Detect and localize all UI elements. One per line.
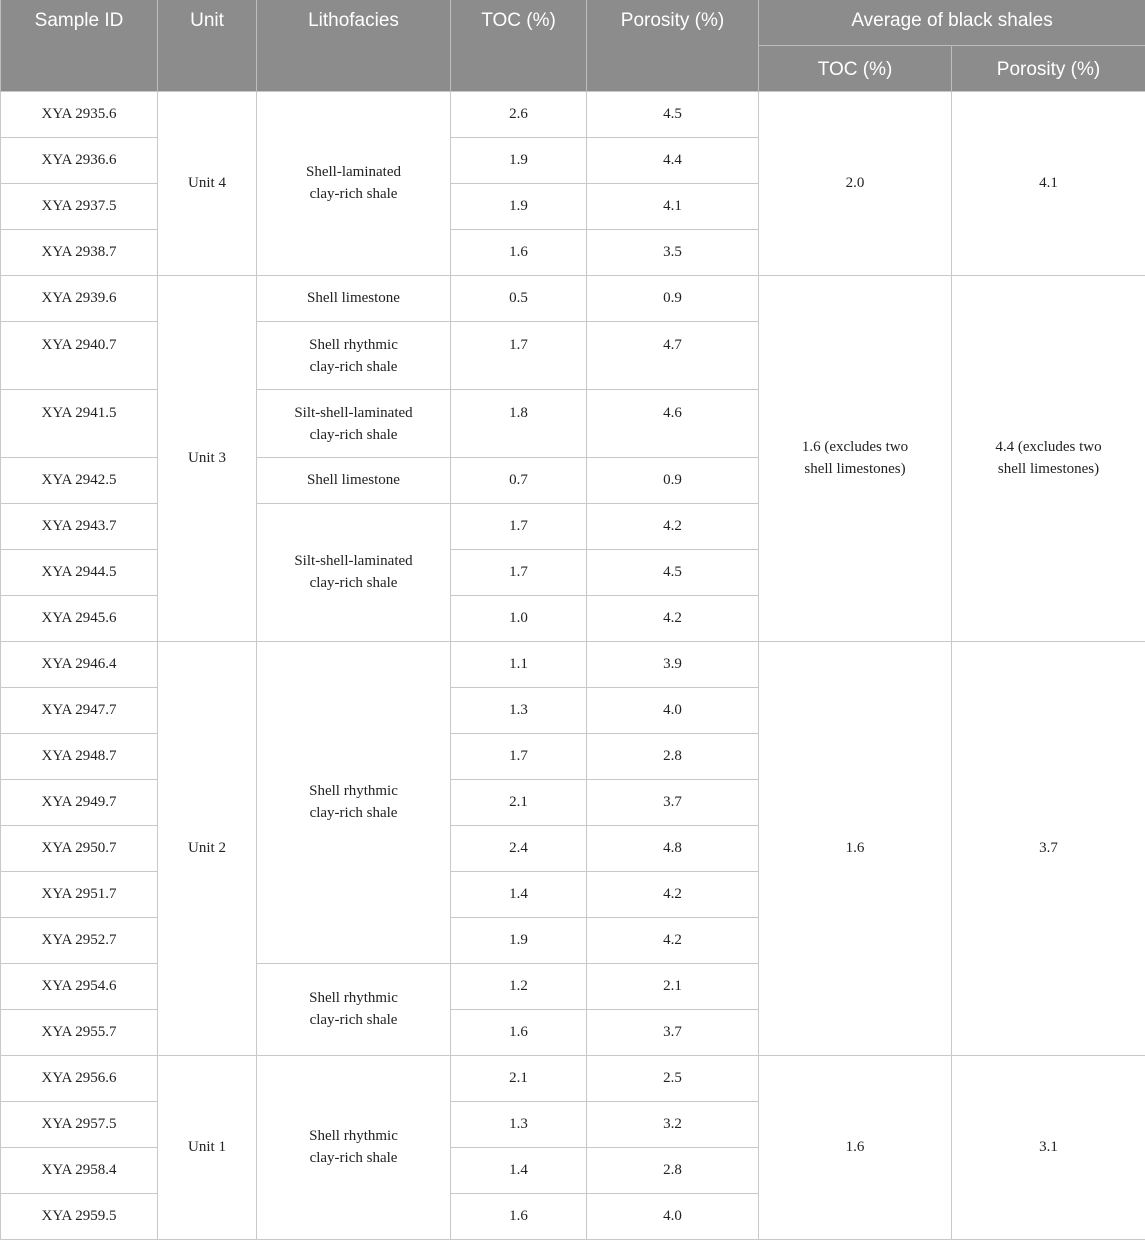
sample-id-cell: XYA 2951.7 [1, 871, 158, 917]
toc-cell: 1.6 [451, 1009, 587, 1055]
lithofacies-line: Shell-laminated [306, 164, 401, 180]
sample-id-cell: XYA 2959.5 [1, 1193, 158, 1239]
toc-cell: 1.3 [451, 687, 587, 733]
sample-id-cell: XYA 2935.6 [1, 91, 158, 137]
header-average-toc: TOC (%) [759, 45, 952, 91]
toc-cell: 2.1 [451, 779, 587, 825]
toc-cell: 1.3 [451, 1101, 587, 1147]
table-row [1, 275, 1145, 321]
toc-cell: 2.1 [451, 1055, 587, 1101]
porosity-cell: 4.2 [587, 917, 759, 963]
porosity-cell: 4.2 [587, 871, 759, 917]
lithofacies-cell: Shell limestone [257, 275, 451, 321]
lithofacies-line: Shell rhythmic [309, 783, 398, 799]
toc-cell: 1.0 [451, 595, 587, 641]
header-toc: TOC (%) [451, 0, 587, 91]
lithofacies-cell [257, 963, 451, 1055]
porosity-cell: 3.7 [587, 1009, 759, 1055]
lithofacies-cell [257, 389, 451, 457]
toc-cell: 1.7 [451, 503, 587, 549]
lithofacies-line: Shell rhythmic [309, 337, 398, 353]
porosity-cell: 0.9 [587, 457, 759, 503]
porosity-cell: 4.0 [587, 687, 759, 733]
sample-id-cell: XYA 2937.5 [1, 183, 158, 229]
toc-cell: 1.7 [451, 733, 587, 779]
sample-id-cell: XYA 2957.5 [1, 1101, 158, 1147]
porosity-cell: 4.2 [587, 503, 759, 549]
lithofacies-cell: Shell limestone [257, 457, 451, 503]
toc-cell: 1.1 [451, 641, 587, 687]
sample-id-cell: XYA 2955.7 [1, 1009, 158, 1055]
lithofacies-cell [257, 91, 451, 275]
unit-cell: Unit 3 [158, 275, 257, 641]
sample-id-cell: XYA 2956.6 [1, 1055, 158, 1101]
porosity-cell: 4.5 [587, 549, 759, 595]
average-porosity-cell: 3.1 [952, 1055, 1145, 1239]
porosity-cell: 4.8 [587, 825, 759, 871]
toc-cell: 1.2 [451, 963, 587, 1009]
sample-id-cell: XYA 2940.7 [1, 321, 158, 389]
porosity-cell: 3.5 [587, 229, 759, 275]
average-line: 4.4 (excludes two [995, 439, 1101, 455]
unit-cell: Unit 4 [158, 91, 257, 275]
porosity-cell: 3.2 [587, 1101, 759, 1147]
table-row [1, 641, 1145, 687]
table-header [1, 0, 1145, 91]
sample-id-cell: XYA 2950.7 [1, 825, 158, 871]
sample-id-cell: XYA 2939.6 [1, 275, 158, 321]
lithofacies-line: clay-rich shale [310, 575, 398, 591]
toc-cell: 1.8 [451, 389, 587, 457]
table-row [1, 91, 1145, 137]
average-line: 1.6 (excludes two [802, 439, 908, 455]
lithofacies-line: clay-rich shale [310, 186, 398, 202]
porosity-cell: 2.8 [587, 1147, 759, 1193]
toc-cell: 0.7 [451, 457, 587, 503]
header-sample-id: Sample ID [1, 0, 158, 91]
toc-cell: 1.9 [451, 137, 587, 183]
toc-cell: 2.6 [451, 91, 587, 137]
header-lithofacies: Lithofacies [257, 0, 451, 91]
average-toc-cell [759, 275, 952, 641]
sample-id-cell: XYA 2945.6 [1, 595, 158, 641]
sample-id-cell: XYA 2944.5 [1, 549, 158, 595]
sample-id-cell: XYA 2949.7 [1, 779, 158, 825]
porosity-cell: 2.5 [587, 1055, 759, 1101]
lithofacies-line: Shell rhythmic [309, 1128, 398, 1144]
porosity-cell: 3.9 [587, 641, 759, 687]
lithofacies-cell [257, 503, 451, 641]
average-toc-cell: 2.0 [759, 91, 952, 275]
lithofacies-line: clay-rich shale [310, 427, 398, 443]
toc-cell: 1.6 [451, 229, 587, 275]
porosity-cell: 2.8 [587, 733, 759, 779]
toc-cell: 1.7 [451, 549, 587, 595]
sample-id-cell: XYA 2942.5 [1, 457, 158, 503]
sample-id-cell: XYA 2952.7 [1, 917, 158, 963]
porosity-cell: 4.6 [587, 389, 759, 457]
average-porosity-cell: 3.7 [952, 641, 1145, 1055]
header-porosity: Porosity (%) [587, 0, 759, 91]
table-body [1, 91, 1145, 1239]
toc-cell: 1.6 [451, 1193, 587, 1239]
lithofacies-line: clay-rich shale [310, 1012, 398, 1028]
header-unit: Unit [158, 0, 257, 91]
lithofacies-line: clay-rich shale [310, 359, 398, 375]
toc-cell: 1.9 [451, 917, 587, 963]
sample-id-cell: XYA 2958.4 [1, 1147, 158, 1193]
unit-cell: Unit 1 [158, 1055, 257, 1239]
porosity-cell: 0.9 [587, 275, 759, 321]
porosity-cell: 4.2 [587, 595, 759, 641]
average-porosity-cell [952, 275, 1145, 641]
porosity-cell: 4.0 [587, 1193, 759, 1239]
toc-cell: 2.4 [451, 825, 587, 871]
header-average-black-shales: Average of black shales [759, 0, 1145, 45]
porosity-cell: 2.1 [587, 963, 759, 1009]
sample-id-cell: XYA 2941.5 [1, 389, 158, 457]
average-porosity-cell: 4.1 [952, 91, 1145, 275]
porosity-cell: 4.4 [587, 137, 759, 183]
toc-cell: 1.9 [451, 183, 587, 229]
sample-id-cell: XYA 2948.7 [1, 733, 158, 779]
average-toc-cell: 1.6 [759, 641, 952, 1055]
average-line: shell limestones) [804, 461, 905, 477]
lithofacies-cell [257, 1055, 451, 1239]
lithofacies-cell [257, 641, 451, 963]
porosity-cell: 4.5 [587, 91, 759, 137]
average-toc-cell: 1.6 [759, 1055, 952, 1239]
sample-id-cell: XYA 2947.7 [1, 687, 158, 733]
sample-id-cell: XYA 2954.6 [1, 963, 158, 1009]
sample-id-cell: XYA 2936.6 [1, 137, 158, 183]
toc-cell: 0.5 [451, 275, 587, 321]
porosity-cell: 3.7 [587, 779, 759, 825]
average-line: shell limestones) [998, 461, 1099, 477]
sample-id-cell: XYA 2946.4 [1, 641, 158, 687]
unit-cell: Unit 2 [158, 641, 257, 1055]
lithofacies-line: Silt-shell-laminated [294, 405, 412, 421]
sample-id-cell: XYA 2943.7 [1, 503, 158, 549]
header-average-porosity: Porosity (%) [952, 45, 1145, 91]
lithofacies-line: clay-rich shale [310, 1150, 398, 1166]
porosity-cell: 4.7 [587, 321, 759, 389]
table-row [1, 1055, 1145, 1101]
lithofacies-line: Silt-shell-laminated [294, 553, 412, 569]
toc-cell: 1.7 [451, 321, 587, 389]
toc-cell: 1.4 [451, 871, 587, 917]
lithofacies-line: clay-rich shale [310, 805, 398, 821]
lithofacies-cell [257, 321, 451, 389]
toc-cell: 1.4 [451, 1147, 587, 1193]
porosity-cell: 4.1 [587, 183, 759, 229]
sample-id-cell: XYA 2938.7 [1, 229, 158, 275]
lithofacies-line: Shell rhythmic [309, 990, 398, 1006]
